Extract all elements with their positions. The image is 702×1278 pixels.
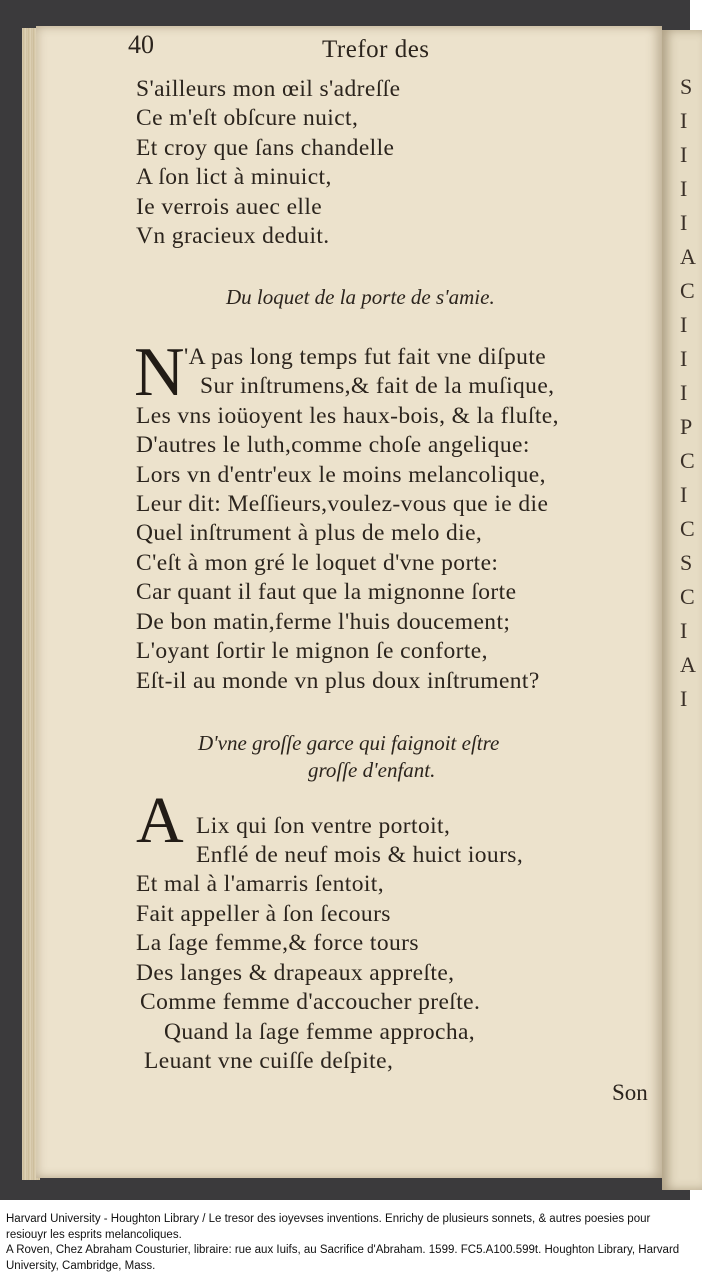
poem3-line: Quand la ſage femme approcha, <box>164 1019 476 1045</box>
image-credit-caption <box>6 1212 684 1274</box>
facing-page-letter: S <box>680 550 693 575</box>
catchword: Son <box>612 1080 648 1105</box>
facing-page-letter: C <box>680 448 695 473</box>
poem3-line: Des langes & drapeaux appreſte, <box>136 960 455 986</box>
stanza1-line: Vn gracieux deduit. <box>136 223 330 249</box>
facing-page-letter: I <box>680 618 688 643</box>
facing-page-letter: I <box>680 312 688 337</box>
poem3-line: Leuant vne cuiſſe deſpite, <box>144 1048 394 1074</box>
facing-page-letter: I <box>680 686 688 711</box>
poem2-drop-cap: N <box>134 334 185 411</box>
poem2-title: Du loquet de la porte de s'amie. <box>226 285 495 309</box>
poem3-line: Enflé de neuf mois & huict iours, <box>196 842 524 868</box>
poem2-line: D'autres le luth,comme choſe angelique: <box>136 432 530 458</box>
poem3-title-line1: D'vne groſſe garce qui faignoit eſtre <box>198 731 500 755</box>
poem2-line: De bon matin,ferme l'huis doucement; <box>136 609 511 635</box>
poem2-line: C'eſt à mon gré le loquet d'vne porte: <box>136 550 499 576</box>
poem2-line: Car quant il faut que la mignonne ſorte <box>136 579 517 605</box>
facing-page-letter: I <box>680 380 688 405</box>
facing-page-letter: C <box>680 516 695 541</box>
poem3-line: Fait appeller à ſon ſecours <box>136 901 391 927</box>
facing-page-letter: C <box>680 584 695 609</box>
facing-page-letter: P <box>680 414 693 439</box>
poem2-line: Les vns ioüoyent les haux-bois, & la fluſte, <box>136 403 559 429</box>
facing-page-letter: A <box>680 652 696 677</box>
stanza1-line: Ie verrois auec elle <box>136 194 323 220</box>
poem2-line: Eſt-il au monde vn plus doux inſtrument? <box>136 668 540 694</box>
facing-page-letter: C <box>680 278 695 303</box>
poem2-line: Quel inſtrument à plus de melo die, <box>136 520 483 546</box>
poem2-line: Lors vn d'entr'eux le moins melancolique, <box>136 462 546 488</box>
stanza1-line: Ce m'eſt obſcure nuict, <box>136 105 359 131</box>
facing-page-letter: I <box>680 142 688 167</box>
stanza1-line: S'ailleurs mon œil s'adreſſe <box>136 76 401 102</box>
poem2-line: Sur inſtrumens,& fait de la muſique, <box>200 373 555 399</box>
caption-line: Harvard University - Houghton Library / Le tresor des ioyevses inventions. Enrichy de plusieurs sonnets, & autres poesies pour resiouyr les esprits melancoliques. <box>6 1213 651 1241</box>
facing-page-letter: I <box>680 176 688 201</box>
poem3-line: Lix qui ſon ventre portoit, <box>196 813 451 839</box>
facing-page-letter: I <box>680 108 688 133</box>
poem3-title-line2: groſſe d'enfant. <box>308 758 436 782</box>
facing-page-letter: A <box>680 244 696 269</box>
running-header: Trefor des <box>322 36 430 63</box>
poem3-line: Comme femme d'accoucher preſte. <box>140 989 481 1015</box>
poem3-line: La ſage femme,& force tours <box>136 930 419 956</box>
stanza1-line: Et croy que ſans chandelle <box>136 135 395 161</box>
caption-line: A Roven, Chez Abraham Cousturier, libraire: rue aux Iuifs, au Sacrifice d'Abraham. 1599. FC5.A100.599t. Houghton Library, Harvard University, Cambridge, Mass. <box>6 1244 680 1272</box>
facing-page-letter: I <box>680 482 688 507</box>
facing-page-letter: S <box>680 74 693 99</box>
facing-page-letter: I <box>680 346 688 371</box>
poem2-line: Leur dit: Meſſieurs,voulez-vous que ie die <box>136 491 549 517</box>
stanza1-line: A ſon lict à minuict, <box>136 164 332 190</box>
page-number: 40 <box>128 30 154 59</box>
facing-page-letter: I <box>680 210 688 235</box>
facing-page-letters <box>680 70 696 716</box>
poem2-line: L'oyant ſortir le mignon ſe conforte, <box>136 638 488 664</box>
poem3-drop-cap: A <box>136 784 184 857</box>
poem3-line: Et mal à l'amarris ſentoit, <box>136 871 385 897</box>
poem2-line: 'A pas long temps fut fait vne diſpute <box>184 344 547 370</box>
